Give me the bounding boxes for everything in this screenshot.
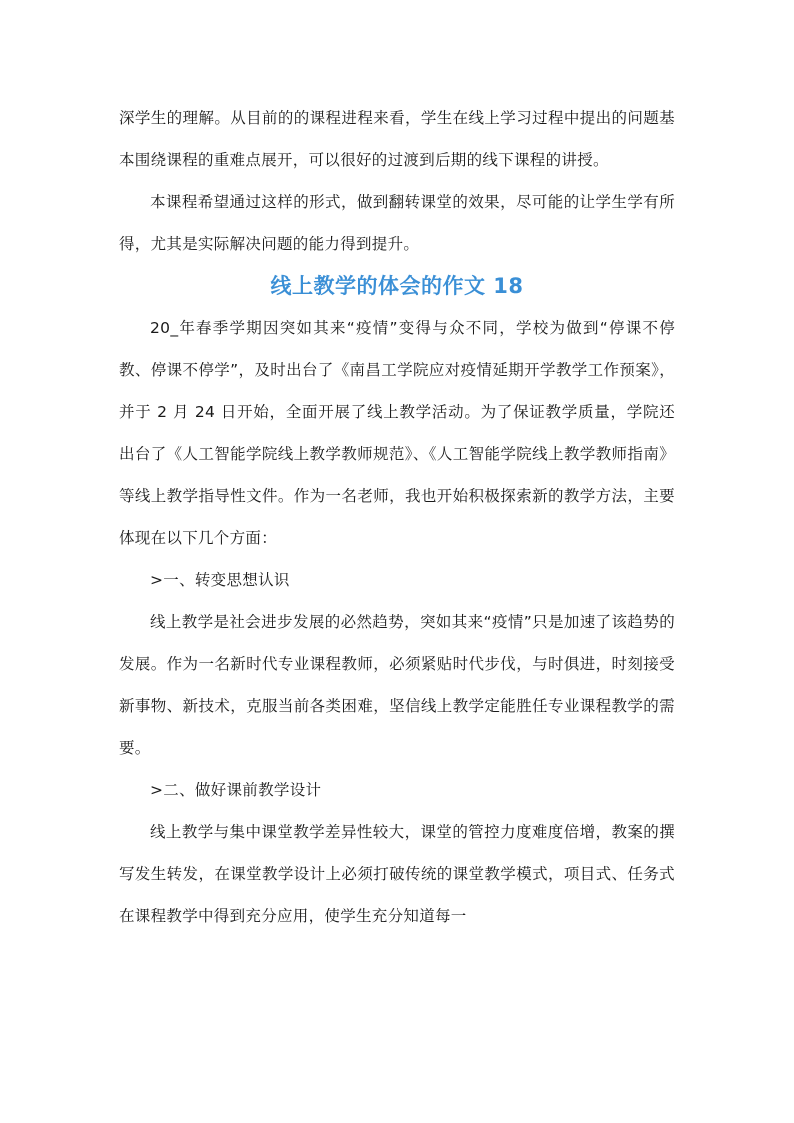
paragraph-design: 线上教学与集中课堂教学差异性较大，课堂的管控力度难度倍增，教案的撰写发生转发，在课堂教学设计上必须打破传统的课堂教学模式，项目式、任务式在课程教学中得到充分应用，使学生充分知道每一 — [119, 823, 675, 925]
paragraph-mindset: 线上教学是社会进步发展的必然趋势，突如其来“疫情”只是加速了该趋势的发展。作为一名新时代专业课程教师，必须紧贴时代步伐，与时俱进，时刻接受新事物、新技术，克服当前各类困难，坚信线上教学定能胜任专业课程教学的需要。 — [119, 613, 675, 757]
paragraph-intro: 20_年春季学期因突如其来“疫情”变得与众不同，学校为做到“停课不停教、停课不停学”，及时出台了《南昌工学院应对疫情延期开学教学工作预案》，并于 2 月 24 日开始，全面开展了线上教学活动。为了保证教学质量，学院还出台了《人工智能学院线上教学教师规范》、《人工智能学院线上教学教师指南》等线上教学指导性文件。作为一名老师，我也开始积极探索新的教学方法，主要体现在以下几个方面： — [119, 319, 675, 547]
subsection-title-1: >一、转变思想认识 — [150, 571, 290, 589]
section-heading: 线上教学的体会的作文 18 — [270, 274, 524, 298]
paragraph-continuation: 深学生的理解。从目前的的课程进程来看，学生在线上学习过程中提出的问题基本围绕课程的重难点展开，可以很好的过渡到后期的线下课程的讲授。 — [119, 109, 675, 169]
subsection-title-2: >二、做好课前教学设计 — [150, 781, 322, 799]
paragraph-course-goal: 本课程希望通过这样的形式，做到翻转课堂的效果，尽可能的让学生学有所得，尤其是实际解决问题的能力得到提升。 — [119, 193, 675, 253]
document-page — [119, 97, 675, 937]
